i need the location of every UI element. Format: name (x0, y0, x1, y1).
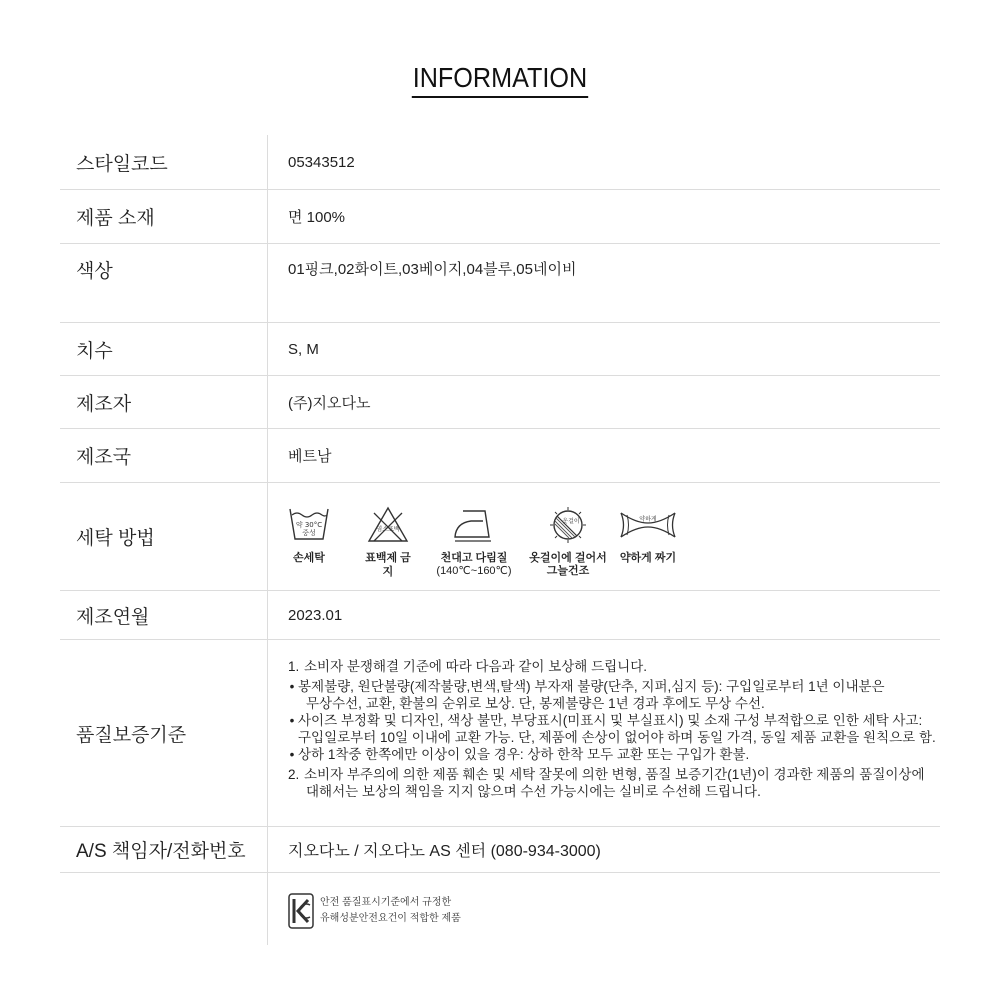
label-mfg-date: 제조연월 (60, 591, 268, 639)
wash-item-no-bleach (360, 505, 416, 579)
row-mfg-date (60, 591, 940, 640)
wash-caption: 손세탁 (293, 552, 325, 564)
quality-bullet-2: • 사이즈 부정확 및 디자인, 색상 불만, 부당표시(미표시 및 부실표시) 및 소재 구성 부적합으로 인한 세탁 사고: (289, 713, 923, 728)
kc-certification (268, 873, 940, 945)
quality-text (268, 640, 940, 826)
row-country (60, 429, 940, 483)
no-bleach-icon (367, 505, 409, 545)
value-color: 01핑크,02화이트,03베이지,04블루,05네이비 (288, 261, 577, 278)
label-washing: 세탁 방법 (60, 483, 268, 590)
row-maker (60, 376, 940, 429)
label-color: 색상 (60, 244, 268, 322)
svg-text:약 30°C: 약 30°C (295, 521, 323, 529)
quality-item-1: 1. 소비자 분쟁해결 기준에 따라 다음과 같이 보상해 드립니다. (288, 659, 647, 674)
label-as: A/S 책임자/전화번호 (60, 827, 268, 872)
row-washing (60, 483, 940, 591)
label-style-code: 스타일코드 (60, 135, 268, 189)
label-quality: 품질보증기준 (60, 640, 268, 826)
wash-item-iron (434, 505, 514, 578)
svg-text:옷걸이: 옷걸이 (562, 518, 580, 525)
wash-sub-caption: 그늘건조 (546, 565, 590, 577)
value-size: S, M (288, 340, 319, 358)
hand-wash-icon (288, 505, 330, 545)
quality-bullet-1-cont: 무상수선, 교환, 환불의 순위로 보상. 단, 봉제불량은 1년 경과 후에도 무상 수선. (306, 696, 765, 711)
value-mfg-date: 2023.01 (288, 606, 343, 624)
value-country: 베트남 (288, 448, 332, 465)
wash-caption: 약하게 짜기 (619, 552, 677, 564)
hang-dry-icon (545, 505, 591, 545)
svg-text:중성: 중성 (302, 529, 316, 537)
wash-item-hand-wash (288, 505, 330, 565)
value-maker: (주)지오다노 (288, 394, 371, 412)
wash-item-hang-dry (526, 505, 610, 578)
label-material: 제품 소재 (60, 190, 268, 243)
page-title-text: INFORMATION (412, 62, 588, 98)
wash-caption: 옷걸이에 걸어서 (529, 552, 607, 564)
label-size: 치수 (60, 323, 268, 375)
row-size (60, 323, 940, 376)
kc-text: 안전 품질표시기준에서 규정한 유해성분안전요건이 적합한 제품 (320, 897, 461, 924)
label-kc-empty (60, 873, 268, 945)
quality-item-2-cont: 대해서는 보상의 책임을 지지 않으며 수선 가능시에는 실비로 수선해 드립니다. (306, 784, 761, 799)
row-kc (60, 873, 940, 945)
value-style-code: 05343512 (288, 153, 355, 171)
quality-bullet-2-cont: 구입일로부터 10일 이내에 교환 가능. 단, 제품에 손상이 없어야 하며 동일 가격, 동일 제품 교환을 원칙으로 함. (298, 730, 936, 745)
wash-caption: 표백제 금지 (365, 552, 411, 578)
row-quality (60, 640, 940, 827)
row-color (60, 244, 940, 323)
page-title (0, 62, 1000, 98)
kc-mark-icon (288, 893, 314, 929)
information-table (60, 135, 940, 945)
washing-icons (268, 483, 940, 590)
quality-item-2: 2. 소비자 부주의에 의한 제품 훼손 및 세탁 잘못에 의한 변형, 품질 보증기간(1년)이 경과한 제품의 품질이상에 (288, 767, 925, 782)
svg-text:약하게: 약하게 (639, 516, 657, 523)
value-material: 면 100% (288, 209, 346, 226)
wring-gently-icon (618, 505, 678, 545)
value-as: 지오다노 / 지오다노 AS 센터 (080-934-3000) (288, 843, 601, 860)
svg-text:염소표백: 염소표백 (376, 526, 400, 533)
row-as (60, 827, 940, 873)
label-country: 제조국 (60, 429, 268, 482)
iron-icon (453, 505, 495, 545)
quality-bullet-3: • 상하 1착중 한쪽에만 이상이 있을 경우: 상하 한착 모두 교환 또는 구입가 환불. (289, 747, 750, 762)
wash-caption: 천대고 다림질 (440, 552, 508, 564)
row-style-code (60, 135, 940, 190)
row-material (60, 190, 940, 244)
wash-item-wring (616, 505, 680, 565)
quality-bullet-1: • 봉제불량, 원단불량(제작불량,변색,탈색) 부자재 불량(단추, 지퍼,심지 등): 구입일로부터 1년 이내분은 (289, 679, 885, 694)
wash-sub-caption: (140℃~160℃) (436, 565, 512, 577)
label-maker: 제조자 (60, 376, 268, 428)
